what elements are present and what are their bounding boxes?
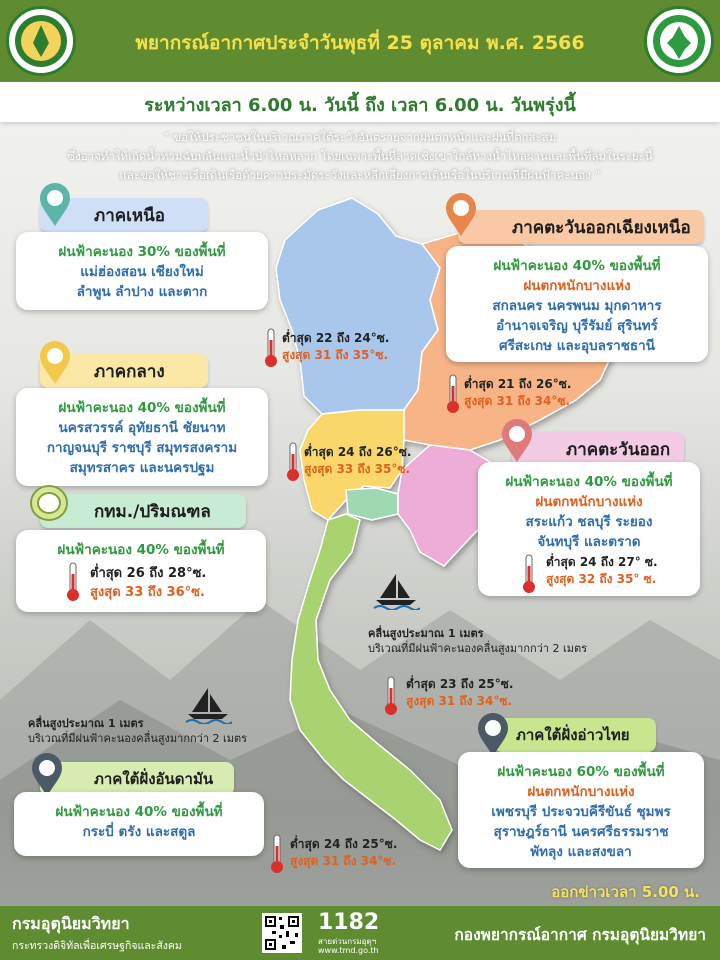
province-list: ลำพูน ลำปาง และตาก — [76, 284, 208, 300]
region-south-andaman-temp — [290, 836, 397, 870]
region-south-gulf-temp — [406, 676, 513, 710]
warning-line: “ ขอให้ประชาชนในบริเวณภาคใต้ระวังอันตรายจากฝนตกหนักและฝนที่ตกสะสม — [163, 130, 557, 144]
region-south-gulf-title: ภาคใต้ฝั่งอ่าวไทย — [494, 718, 656, 752]
issue-time: ออกข่าวเวลา 5.00 น. — [551, 883, 700, 901]
province-list: จันทบุรี และตราด — [537, 534, 641, 550]
province-list: นครสวรรค์ อุทัยธานี ชัยนาท — [58, 420, 226, 436]
province-list: กระบี่ ตรัง และสตูล — [82, 824, 196, 840]
location-pin-icon — [438, 192, 484, 238]
temp-min: ต่ำสุด 22 ถึง 24°ซ. — [282, 331, 390, 345]
footer-bar — [0, 906, 720, 960]
footer-ministry: กระทรวงดิจิทัลเพื่อเศรษฐกิจและสังคม — [12, 940, 182, 952]
rain-chance: ฝนฟ้าคะนอง 40% ของพื้นที่ — [58, 400, 226, 416]
heavy-rain-note: ฝนตกหนักบางแห่ง — [523, 278, 631, 294]
hotline-info — [318, 937, 379, 955]
temp-max: สูงสุด 31 ถึง 34°ซ. — [406, 694, 513, 708]
heavy-rain-note: ฝนตกหนักบางแห่ง — [535, 494, 643, 510]
region-north-title: ภาคเหนือ — [40, 198, 208, 232]
tmd-logo — [644, 6, 714, 76]
province-list: อำนาจเจริญ บุรีรัมย์ สุรินทร์ — [496, 318, 658, 334]
wave-height: คลื่นสูงประมาณ 1 เมตร — [368, 627, 484, 640]
hotline-label: สายด่วนกรมอุตุฯ — [318, 937, 377, 946]
location-pin-icon — [32, 340, 78, 386]
temp-max: สูงสุด 31 ถึง 34°ซ. — [290, 854, 397, 868]
warning-line: และขอให้ชาวเรือเดินเรือด้วยความระมัดระวังและหลีกเลี่ยงการเดินเรือในบริเวณที่มีฝนฟ้าคะนอง ” — [119, 168, 601, 182]
rain-chance: ฝนฟ้าคะนอง 40% ของพื้นที่ — [55, 804, 223, 820]
region-bangkok-temp — [90, 564, 206, 602]
page-title: พยากรณ์อากาศประจำวันพุธที่ 25 ตุลาคม พ.ศ. 2566 — [135, 32, 585, 54]
province-list: เพชรบุรี ประจวบคีรีขันธ์ ชุมพร — [491, 804, 671, 820]
temp-min: ต่ำสุด 26 ถึง 28°ซ. — [90, 566, 207, 581]
province-list: สุราษฎร์ธานี นครศรีธรรมราช — [493, 824, 669, 840]
province-list: กาญจนบุรี ราชบุรี สมุทรสงคราม — [46, 440, 238, 456]
thermometer-icon — [446, 374, 460, 414]
wave-storm-note: บริเวณที่มีฝนฟ้าคะนองคลื่นสูงมากกว่า 2 เมตร — [28, 732, 248, 745]
region-northeast-title: ภาคตะวันออกเฉียงเหนือ — [458, 210, 704, 244]
province-list: สมุทรสาคร และนครปฐม — [69, 460, 215, 476]
thermometer-icon — [66, 562, 80, 602]
region-northeast-card — [446, 246, 708, 362]
rain-chance: ฝนฟ้าคะนอง 30% ของพื้นที่ — [58, 244, 226, 260]
boat-icon — [372, 572, 420, 610]
temp-max: สูงสุด 32 ถึง 35° ซ. — [546, 572, 657, 586]
region-south-andaman-card — [14, 792, 264, 856]
wave-height: คลื่นสูงประมาณ 1 เมตร — [28, 717, 144, 730]
region-central-card — [16, 388, 268, 486]
footer-division: กองพยากรณ์อากาศ กรมอุตุนิยมวิทยา — [454, 926, 706, 944]
temp-max: สูงสุด 33 ถึง 36°ซ. — [90, 585, 205, 600]
region-north-card — [16, 232, 268, 310]
thermometer-icon — [286, 442, 300, 482]
forecast-period: ระหว่างเวลา 6.00 น. วันนี้ ถึง เวลา 6.00 น. วันพรุ่งนี้ — [144, 95, 576, 116]
temp-max: สูงสุด 31 ถึง 34°ซ. — [464, 394, 571, 408]
province-list: สกลนคร นครพนม มุกดาหาร — [492, 298, 662, 314]
region-north-temp — [282, 330, 389, 364]
heavy-rain-note: ฝนตกหนักบางแห่ง — [527, 784, 635, 800]
temp-min: ต่ำสุด 21 ถึง 26°ซ. — [464, 377, 572, 391]
region-south-gulf-card — [458, 752, 704, 868]
rain-chance: ฝนฟ้าคะนอง 40% ของพื้นที่ — [57, 542, 225, 558]
region-bangkok-title: กทม./ปริมณฑล — [40, 494, 246, 528]
thermometer-icon — [270, 834, 284, 874]
temp-max: สูงสุด 31 ถึง 35°ซ. — [282, 348, 389, 362]
rain-chance: ฝนฟ้าคะนอง 40% ของพื้นที่ — [505, 474, 673, 490]
warning-line: ซึ่งอาจทำให้เกิดน้ำท่วมฉับพลันและน้ำป่าไหลหลาก โดยเฉพาะพื้นที่ลาดเชิงเขาใกล้ทางน้ำไหลผ่านและพื้นที่ลุ่มในระยะนี้ — [67, 149, 653, 163]
ministry-logo — [6, 6, 76, 76]
region-central-temp — [304, 444, 411, 478]
province-list: แม่ฮ่องสอน เชียงใหม่ — [80, 264, 204, 280]
region-east-title: ภาคตะวันออก — [512, 432, 684, 466]
region-northeast-temp — [464, 376, 571, 410]
bangkok-badge-icon — [26, 482, 72, 528]
temp-min: ต่ำสุด 24 ถึง 27° ซ. — [546, 555, 658, 569]
region-east-temp — [546, 554, 658, 588]
province-list: สระแก้ว ชลบุรี ระยอง — [525, 514, 653, 530]
rain-chance: ฝนฟ้าคะนอง 60% ของพื้นที่ — [497, 764, 665, 780]
warning-notice — [30, 128, 690, 185]
map-region-north — [276, 198, 440, 414]
province-list: พัทลุง และสงขลา — [530, 844, 632, 860]
andaman-wave-info — [28, 716, 247, 746]
hotline-number: 1182 — [318, 910, 380, 935]
gulf-wave-info — [368, 626, 587, 656]
header-bar — [0, 0, 720, 82]
temp-min: ต่ำสุด 24 ถึง 25°ซ. — [290, 837, 398, 851]
thermometer-icon — [522, 554, 536, 594]
forecast-period-bar — [0, 82, 720, 122]
website-link[interactable]: www.tmd.go.th — [318, 946, 379, 955]
thermometer-icon — [264, 328, 278, 368]
thermometer-icon — [384, 676, 398, 716]
temp-min: ต่ำสุด 23 ถึง 25°ซ. — [406, 677, 514, 691]
rain-chance: ฝนฟ้าคะนอง 40% ของพื้นที่ — [493, 258, 661, 274]
qr-code-icon — [262, 913, 302, 953]
region-central-title: ภาคกลาง — [40, 354, 208, 388]
province-list: ศรีสะเกษ และอุบลราชธานี — [499, 338, 655, 354]
footer-org: กรมอุตุนิยมวิทยา — [12, 914, 130, 933]
location-pin-icon — [494, 418, 540, 464]
temp-min: ต่ำสุด 24 ถึง 26°ซ. — [304, 445, 412, 459]
temp-max: สูงสุด 33 ถึง 35°ซ. — [304, 462, 411, 476]
wave-storm-note: บริเวณที่มีฝนฟ้าคะนองคลื่นสูงมากกว่า 2 เมตร — [368, 642, 588, 655]
region-south-andaman-title: ภาคใต้ฝั่งอันดามัน — [40, 762, 234, 796]
map-region-bangkok — [346, 488, 398, 520]
location-pin-icon — [32, 182, 78, 228]
